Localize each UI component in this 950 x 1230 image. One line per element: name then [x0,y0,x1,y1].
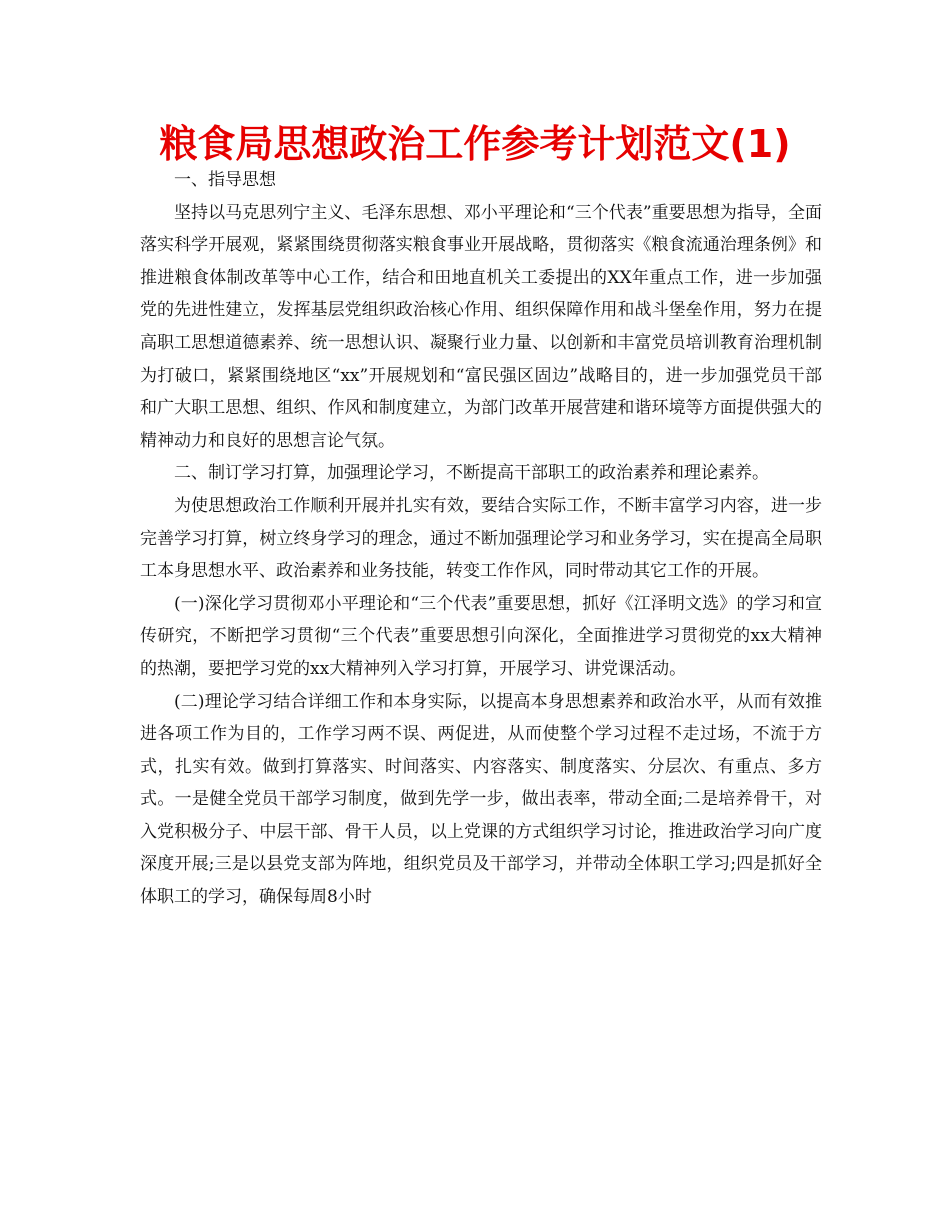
document-body [140,164,822,914]
section-heading-guiding-thought: 一、指导思想 [174,170,276,190]
paragraph-item-one: (一)深化学习贯彻邓小平理论和“三个代表”重要思想，抓好《江泽明文选》的学习和宣传研究，不断把学习贯彻“三个代表”重要思想引向深化，全面推进学习贯彻党的xx大精神的热潮，要把学习党的xx大精神列入学习打算，开展学习、讲党课活动。 [140,593,822,679]
paragraph-guiding-thought: 坚持以马克思列宁主义、毛泽东思想、邓小平理论和“三个代表”重要思想为指导，全面落实科学开展观，紧紧围绕贯彻落实粮食事业开展战略，贯彻落实《粮食流通治理条例》和推进粮食体制改革等中心工作，结合和田地直机关工委提出的XX年重点工作，进一步加强党的先进性建立，发挥基层党组织政治核心作用、组织保障作用和战斗堡垒作用，努力在提高职工思想道德素养、统一思想认识、凝聚行业力量、以创新和丰富党员培训教育治理机制为打破口，紧紧围绕地区“xx”开展规划和“富民强区固边”战略目的，进一步加强党员干部和广大职工思想、组织、作风和制度建立，为部门改革开展营建和谐环境等方面提供强大的精神动力和良好的思想言论气氛。 [140,202,822,451]
paragraph-item-two: (二)理论学习结合详细工作和本身实际，以提高本身思想素养和政治水平，从而有效推进各项工作为目的，工作学习两不误、两促进，从而使整个学习过程不走过场，不流于方式，扎实有效。做到打算落实、时间落实、内容落实、制度落实、分层次、有重点、多方式。一是健全党员干部学习制度，做到先学一步，做出表率，带动全面;二是培养骨干，对入党积极分子、中层干部、骨干人员，以上党课的方式组织学习讨论，推进政治学习向广度深度开展;三是以县党支部为阵地，组织党员及干部学习，并带动全体职工学习;四是抓好全体职工的学习，确保每周8小时 [140,691,822,908]
document-title: 粮食局思想政治工作参考计划范文(1) [159,122,791,166]
paragraph-study-plan: 为使思想政治工作顺利开展并扎实有效，要结合实际工作，不断丰富学习内容，进一步完善学习打算，树立终身学习的理念，通过不断加强理论学习和业务学习，实在提高全局职工本身思想水平、政治素养和业务技能，转变工作作风，同时带动其它工作的开展。 [140,495,822,582]
section-heading-study-plan: 二、制订学习打算，加强理论学习，不断提高干部职工的政治素养和理论素养。 [174,463,769,484]
